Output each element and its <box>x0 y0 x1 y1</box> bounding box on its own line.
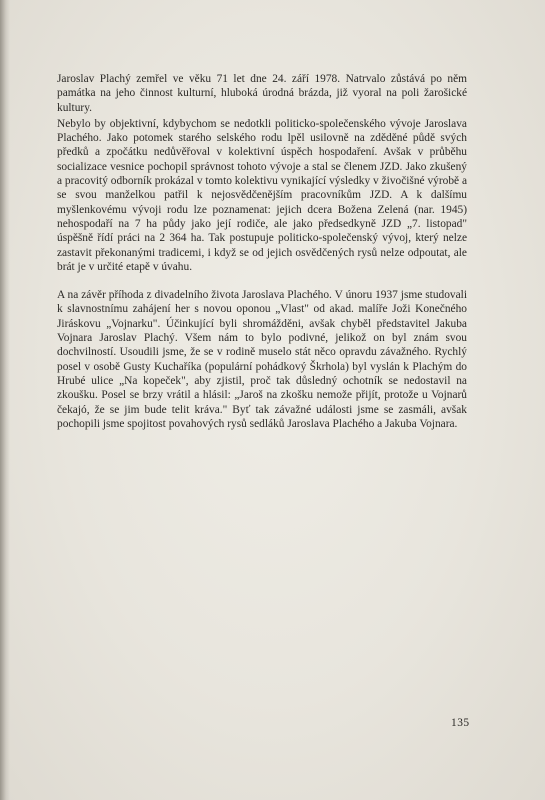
paragraph-death-notice: Jaroslav Plachý zemřel ve věku 71 let dne 24. září 1978. Natrvalo zůstává po něm památka na jeho činnost kulturní, hluboká úrodná brázda, již vyoral na poli žarošické kultury. <box>57 73 467 114</box>
paragraph-political-development: Nebylo by objektivní, kdybychom se nedotkli politicko-společenského vývoje Jaroslava Plachého. Jako potomek starého selského rodu lpěl usilovně na zděděné půdě svých předků a zpočátku nedůvěřoval v kolektivní úspěch hospodaření. Avšak v průběhu socializace vesnice pochopil správnost tohoto vývoje a stal se členem JZD. Jako zkušený a pracovitý odborník prokázal v tomto kolektivu vynikající výsledky v živočišné výrobě a se svou manželkou patřil k nejosvědčenějším pracovníkům JZD. A k dalšímu myšlenkovému vývoji rodu lze poznamenat: jejich dcera Božena Zelená (nar. 1945) nehospodaří na 7 ha půdy jako její rodiče, ale jako předsedkyně JZD „7. listopad" úspěšně řídí práci na 2 364 ha. Tak postupuje politicko-společenský vývoj, který nelze zastavit překonanými tradicemi, i když se od jejich osvědčených rysů nelze odpoutat, ale brát je v určité etapě v úvahu. <box>57 117 467 273</box>
body-text <box>57 72 467 431</box>
page-spine-shadow <box>0 0 10 800</box>
paragraph-theatre-anecdote: A na závěr příhoda z divadelního života Jaroslava Plachého. V únoru 1937 jsme studovali k slavnostnímu zahájení her s novou oponou „Vlast" od akad. malíře Joži Konečného Jiráskovu „Vojnarku". Účinkující byli shromážděni, avšak chyběl představitel Jakuba Vojnara Jaroslav Plachý. Všem nám to bylo podivné, jelikož on byl znám svou dochvilností. Usoudili jsme, že se v rodině muselo stát něco opravdu závažného. Rychlý posel v osobě Gusty Kuchaříka (populární pohádkový Škrhola) byl vyslán k Plachým do Hrubé ulice „Na kopeček", aby zjistil, proč tak důsledný ochotník se nedostavil na zkoušku. Posel se brzy vrátil a hlásil: „Jaroš na zkošku nemože přijít, protože u Vojnarů čekajó, že se jim bude telit kráva." Byť tak závažné události jsme se zasmáli, avšak pochopili jsme spojitost povahových rysů sedláků Jaroslava Plachého a Jakuba Vojnara. <box>57 289 467 430</box>
page-number: 135 <box>451 717 470 729</box>
